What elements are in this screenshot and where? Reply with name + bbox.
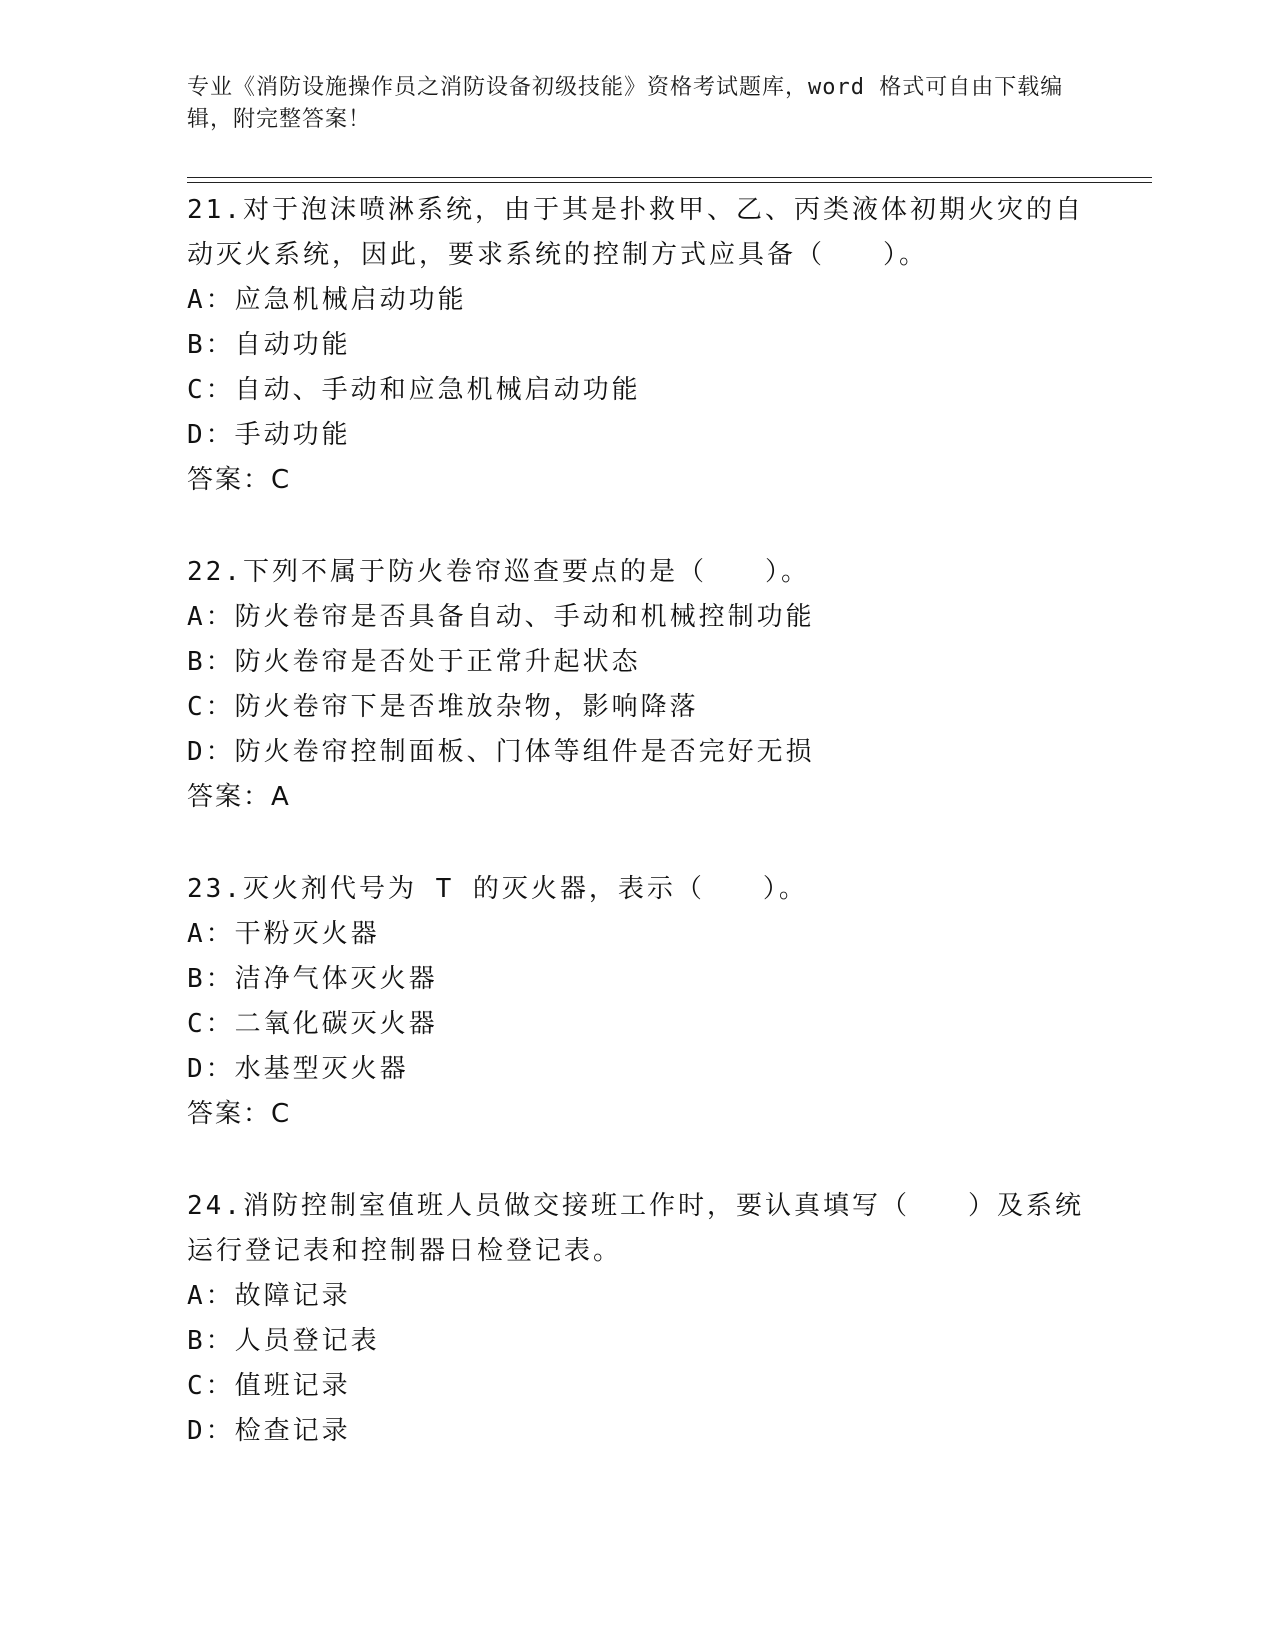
option-b: B：防火卷帘是否处于正常升起状态 (187, 647, 641, 677)
question-stem: 21.对于泡沫喷淋系统，由于其是扑救甲、乙、丙类液体初期火灾的自动灭火系统，因此，要求系统的控制方式应具备（ ）。 (187, 195, 1084, 270)
option-c: C：二氧化碳灭火器 (187, 1009, 438, 1039)
option-a: A：干粉灭火器 (187, 919, 380, 949)
document-header: 专业《消防设施操作员之消防设备初级技能》资格考试题库，word 格式可自由下载编辑，附完整答案！ (187, 75, 1064, 132)
option-d: D：手动功能 (187, 420, 351, 450)
answer: 答案：C (187, 465, 292, 495)
header-divider-top (187, 177, 1152, 178)
question-stem: 24.消防控制室值班人员做交接班工作时，要认真填写（ ）及系统运行登记表和控制器日检登记表。 (187, 1191, 1084, 1266)
question-stem: 22.下列不属于防火卷帘巡查要点的是（ ）。 (187, 557, 810, 587)
header-divider-bottom (187, 182, 1152, 183)
option-c: C：自动、手动和应急机械启动功能 (187, 375, 641, 405)
question-list (187, 188, 1087, 1454)
option-b: B：自动功能 (187, 330, 351, 360)
question-stem: 23.灭火剂代号为 T 的灭火器，表示（ ）。 (187, 874, 808, 904)
option-d: D：水基型灭火器 (187, 1054, 409, 1084)
question-21 (187, 188, 1087, 503)
option-a: A：故障记录 (187, 1281, 351, 1311)
answer: 答案：C (187, 1099, 292, 1129)
question-24 (187, 1184, 1087, 1454)
option-b: B：洁净气体灭火器 (187, 964, 438, 994)
option-a: A：防火卷帘是否具备自动、手动和机械控制功能 (187, 602, 815, 632)
option-c: C：防火卷帘下是否堆放杂物，影响降落 (187, 692, 699, 722)
question-22 (187, 550, 1087, 820)
option-d: D：防火卷帘控制面板、门体等组件是否完好无损 (187, 737, 815, 767)
option-c: C：值班记录 (187, 1371, 351, 1401)
option-d: D：检查记录 (187, 1416, 351, 1446)
option-a: A：应急机械启动功能 (187, 285, 467, 315)
answer: 答案：A (187, 782, 291, 812)
question-23 (187, 867, 1087, 1137)
option-b: B：人员登记表 (187, 1326, 380, 1356)
